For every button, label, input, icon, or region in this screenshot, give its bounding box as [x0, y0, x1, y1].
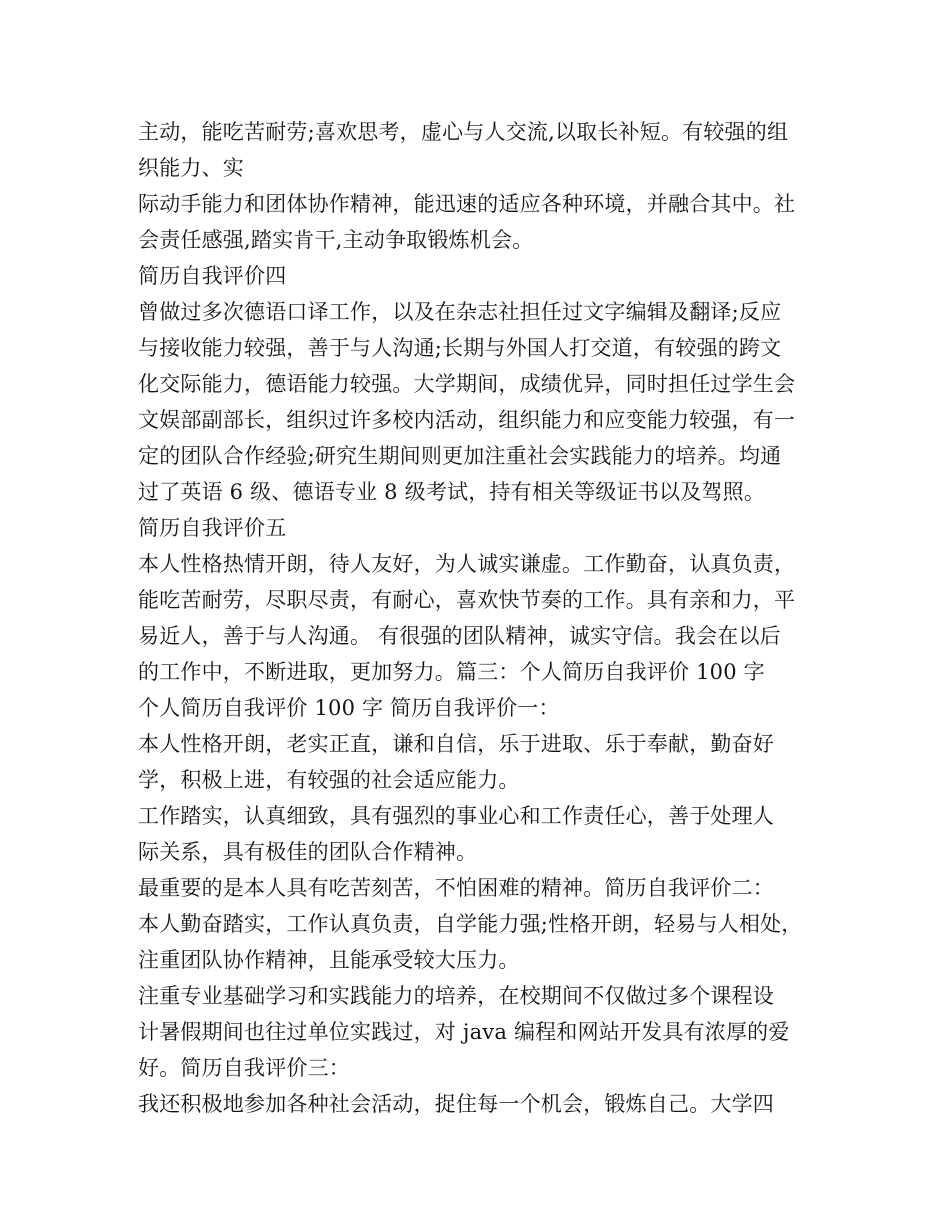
text-line: 的工作中，不断进取，更加努力。篇三：个人简历自我评价 100 字 — [138, 660, 765, 684]
section-heading: 简历自我评价四 — [138, 264, 287, 288]
document-body — [138, 114, 828, 1122]
text-line: 本人性格开朗，老实正直，谦和自信，乐于进取、乐于奉献，勤奋好 — [138, 732, 774, 756]
text-line: 好。简历自我评价三： — [138, 1056, 350, 1080]
text-line: 际关系，具有极佳的团队合作精神。 — [138, 840, 478, 864]
text-line: 曾做过多次德语口译工作，以及在杂志社担任过文字编辑及翻译;反应 — [138, 300, 782, 324]
text-line: 注重专业基础学习和实践能力的培养，在校期间不仅做过多个课程设 — [138, 984, 774, 1008]
text-line: 本人勤奋踏实，工作认真负责，自学能力强;性格开朗，轻易与人相处， — [138, 912, 803, 936]
text-line: 本人性格热情开朗，待人友好，为人诚实谦虚。工作勤奋，认真负责， — [138, 552, 796, 576]
text-line: 文娱部副部长，组织过许多校内活动，组织能力和应变能力较强，有一 — [138, 408, 796, 432]
text-line: 过了英语 6 级、德语专业 8 级考试，持有相关等级证书以及驾照。 — [138, 480, 766, 504]
text-line: 最重要的是本人具有吃苦刻苦，不怕困难的精神。简历自我评价二： — [138, 876, 774, 900]
text-line: 际动手能力和团体协作精神，能迅速的适应各种环境，并融合其中。社 — [138, 192, 796, 216]
section-heading: 简历自我评价五 — [138, 516, 287, 540]
text-line: 我还积极地参加各种社会活动，捉住每一个机会，锻炼自己。大学四 — [138, 1092, 774, 1116]
text-line: 定的团队合作经验;研究生期间则更加注重社会实践能力的培养。均通 — [138, 444, 782, 468]
text-line: 个人简历自我评价 100 字 简历自我评价一： — [138, 696, 560, 720]
text-line: 化交际能力，德语能力较强。大学期间，成绩优异，同时担任过学生会 — [138, 372, 796, 396]
text-line: 与接收能力较强，善于与人沟通;长期与外国人打交道，有较强的跨文 — [138, 336, 782, 360]
text-line: 计暑假期间也往过单位实践过，对 java 编程和网站开发具有浓厚的爱 — [138, 1020, 790, 1044]
text-line: 易近人，善于与人沟通。 有很强的团队精神，诚实守信。我会在以后 — [138, 624, 781, 648]
text-line: 织能力、实 — [138, 156, 244, 180]
text-line: 主动，能吃苦耐劳;喜欢思考，虚心与人交流,以取长补短。有较强的组 — [138, 120, 789, 144]
text-line: 注重团队协作精神，且能承受较大压力。 — [138, 948, 520, 972]
text-line: 能吃苦耐劳，尽职尽责，有耐心，喜欢快节奏的工作。具有亲和力，平 — [138, 588, 796, 612]
text-line: 学，积极上进，有较强的社会适应能力。 — [138, 768, 520, 792]
text-line: 会责任感强,踏实肯干,主动争取锻炼机会。 — [138, 228, 534, 252]
text-line: 工作踏实，认真细致，具有强烈的事业心和工作责任心，善于处理人 — [138, 804, 774, 828]
